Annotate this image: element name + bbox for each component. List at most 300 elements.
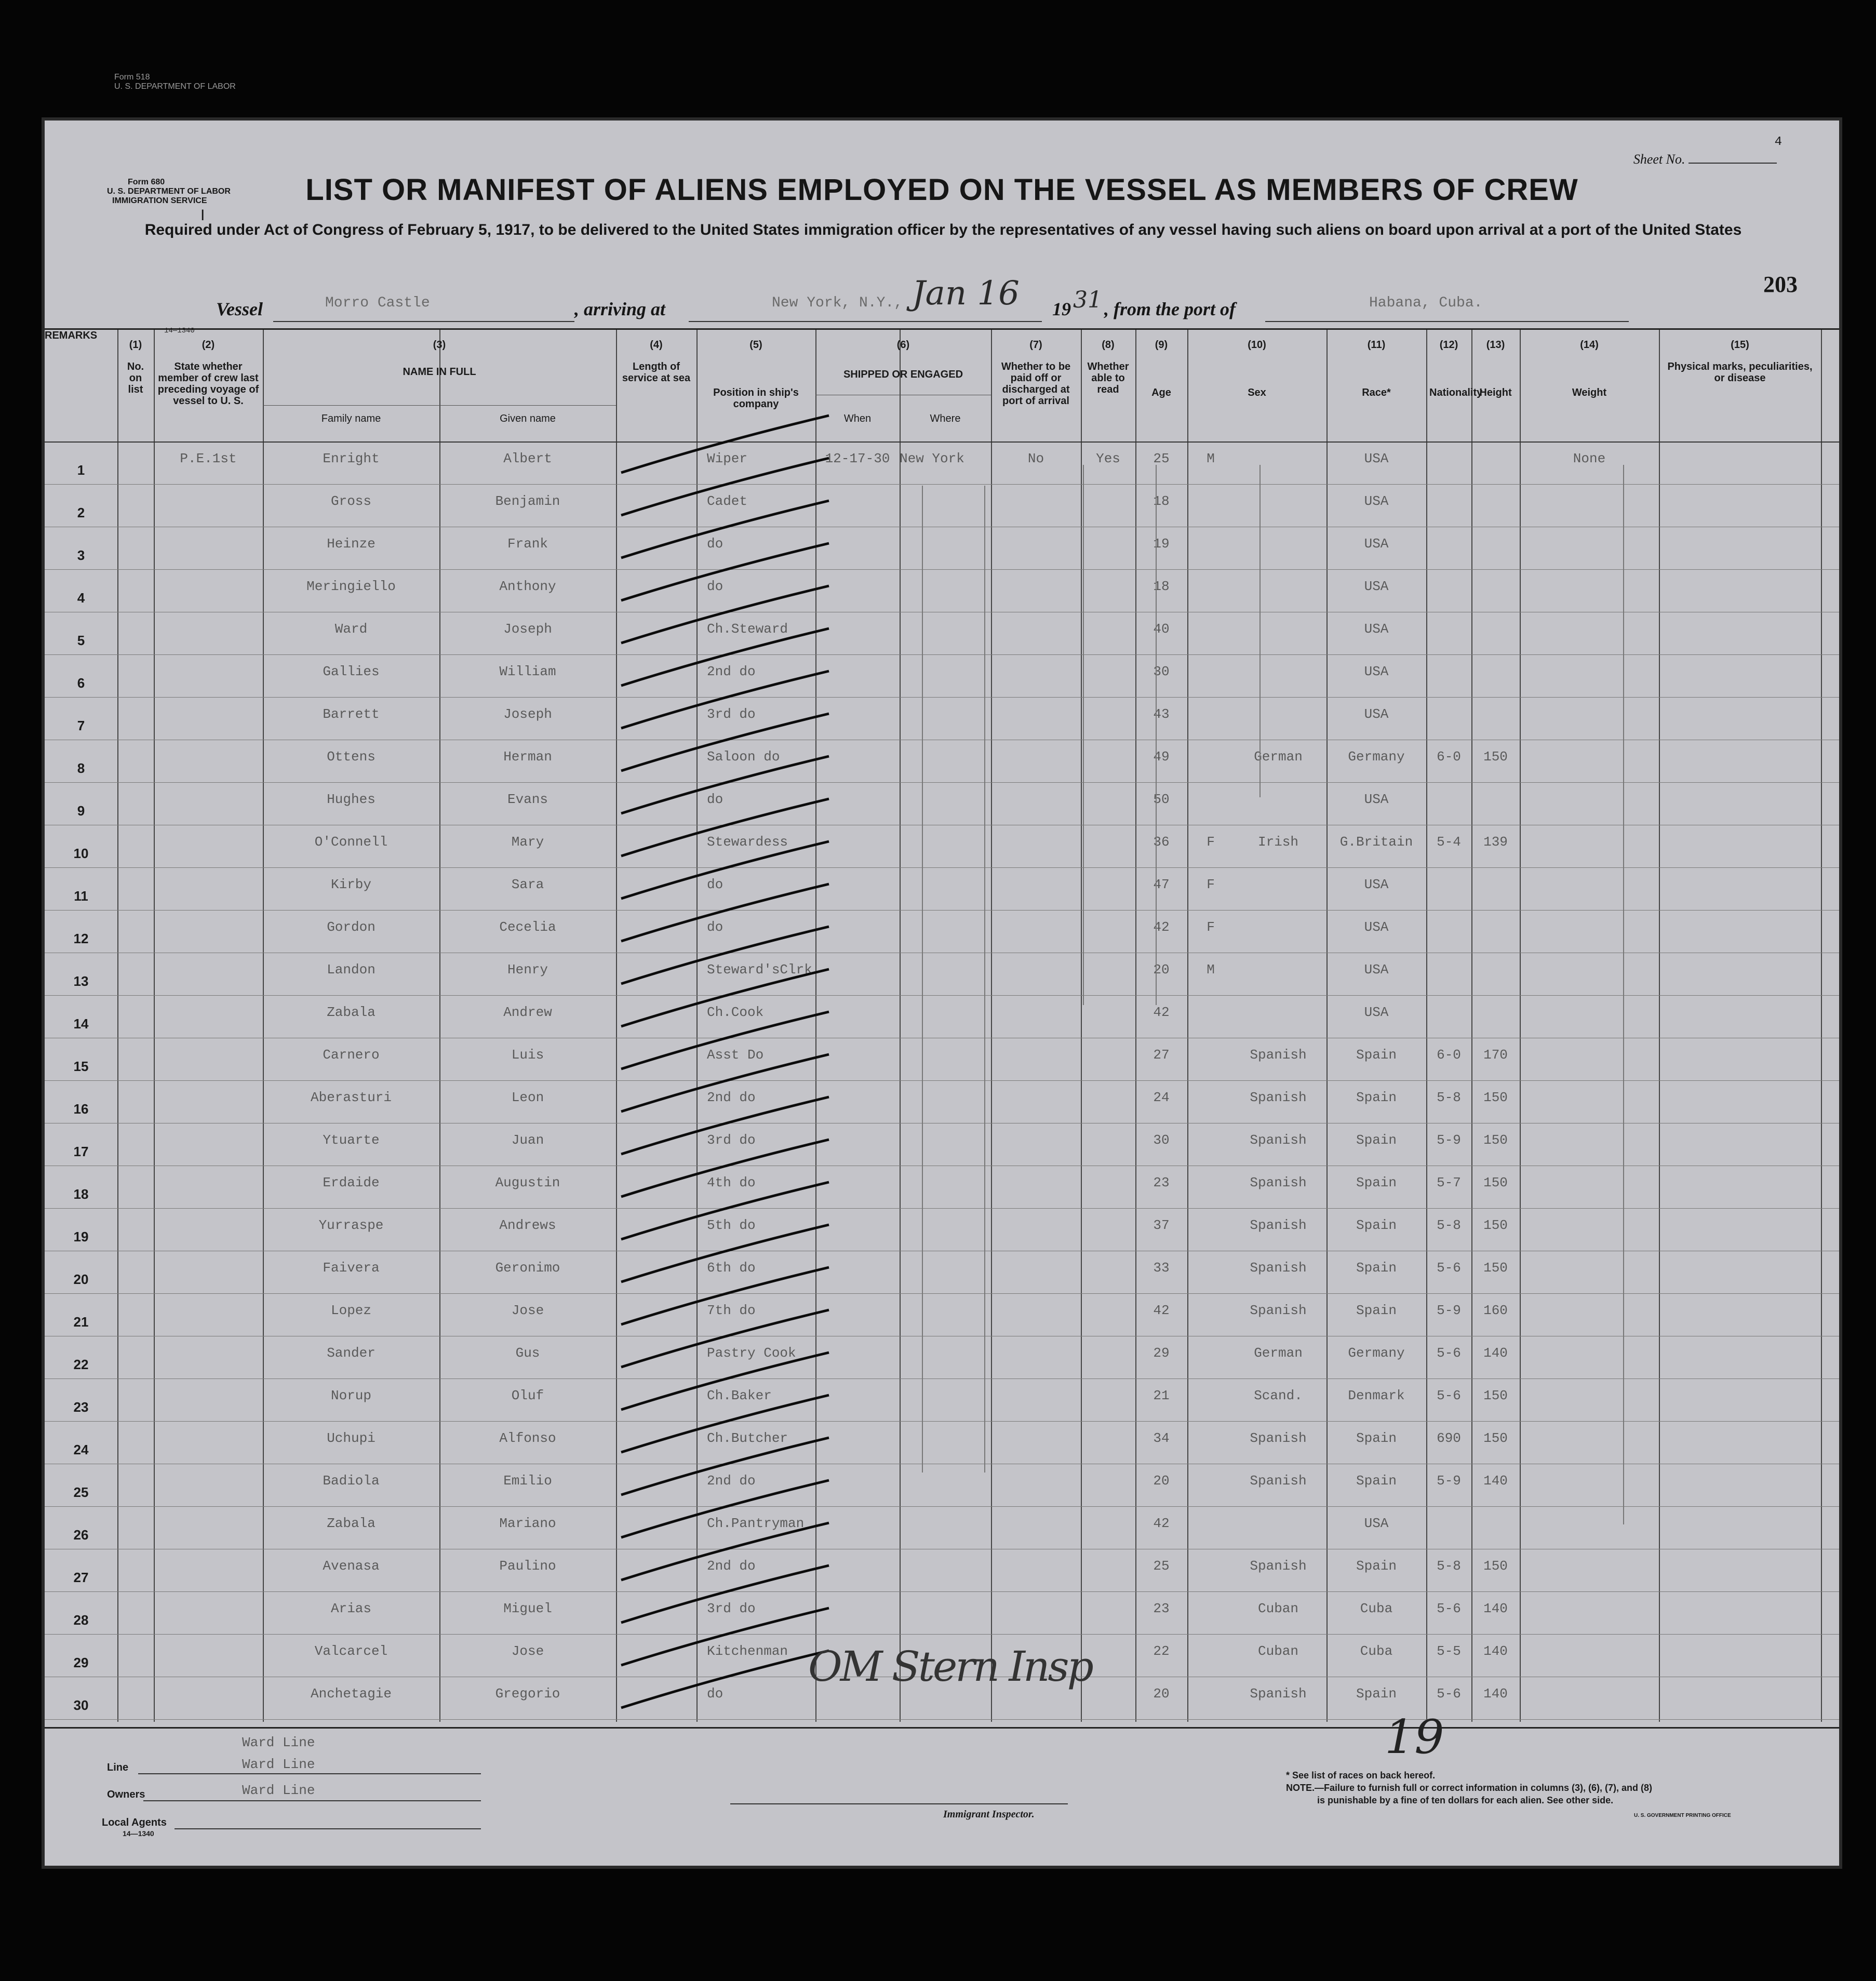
family-name: Ytuarte xyxy=(323,1132,380,1148)
position: Saloon do xyxy=(707,749,780,765)
family-name: Gordon xyxy=(327,919,376,935)
column-number: (8) xyxy=(1102,339,1115,351)
column-label: Weight xyxy=(1572,387,1607,398)
row-number: 18 xyxy=(73,1186,89,1202)
family-name: Landon xyxy=(327,962,376,978)
race: Spanish xyxy=(1250,1686,1307,1702)
row-number: 1 xyxy=(77,462,85,478)
nationality: USA xyxy=(1364,493,1389,509)
family-name: Aberasturi xyxy=(310,1090,392,1105)
page-subtitle: Required under Act of Congress of February 5, 1917, to be delivered to the United States immigration officer by the representatives of any vessel having such aliens on board upon arrival at a port of the United States xyxy=(144,221,1742,238)
family-name: Zabala xyxy=(327,1516,376,1531)
weight: 150 xyxy=(1483,1558,1508,1574)
footer-agents-label: Local Agents xyxy=(102,1817,167,1828)
weight: 150 xyxy=(1483,1388,1508,1403)
column-number: (9) xyxy=(1155,339,1168,351)
previous-voyage: P.E.1st xyxy=(180,451,237,466)
small-code: 14—1340 xyxy=(164,327,195,335)
nationality: Spain xyxy=(1356,1132,1397,1148)
race: Irish xyxy=(1257,834,1298,850)
arrival-year: 31 xyxy=(1073,287,1102,313)
position: 2nd do xyxy=(707,664,756,679)
column-label: Position in ship's company xyxy=(713,387,799,410)
position: 5th do xyxy=(707,1217,756,1233)
position: do xyxy=(707,792,723,807)
age: 29 xyxy=(1153,1345,1170,1361)
height: 690 xyxy=(1437,1430,1461,1446)
row-number: 24 xyxy=(73,1442,89,1457)
age: 42 xyxy=(1153,1005,1170,1020)
nationality: Spain xyxy=(1356,1686,1397,1702)
column-label: SHIPPED OR ENGAGED xyxy=(843,369,963,380)
nationality: Spain xyxy=(1356,1260,1397,1276)
given-name: Paulino xyxy=(499,1558,556,1574)
line-name: Ward Line xyxy=(242,1757,315,1772)
given-name: Mary xyxy=(511,834,544,850)
position: 4th do xyxy=(707,1175,756,1190)
family-name: Avenasa xyxy=(323,1558,380,1574)
column-label: REMARKS xyxy=(45,330,98,341)
family-name: Hughes xyxy=(327,792,376,807)
nationality: USA xyxy=(1364,919,1389,935)
weight: 150 xyxy=(1483,1430,1508,1446)
row-number: 14 xyxy=(73,1016,89,1032)
age: 49 xyxy=(1153,749,1170,765)
nationality: Spain xyxy=(1356,1430,1397,1446)
column-label: Nationality xyxy=(1429,387,1483,398)
column-subheading: When xyxy=(843,413,872,424)
position: do xyxy=(707,919,723,935)
height: 5-6 xyxy=(1437,1686,1461,1702)
position: 3rd do xyxy=(707,1132,756,1148)
height: 6-0 xyxy=(1437,749,1461,765)
able-to-read: Yes xyxy=(1096,451,1120,466)
nationality: G.Britain xyxy=(1339,834,1413,850)
race: Spanish xyxy=(1250,1303,1307,1318)
column-number: (14) xyxy=(1580,339,1599,351)
height: 5-8 xyxy=(1437,1217,1461,1233)
weight: 140 xyxy=(1483,1345,1508,1361)
family-name: Zabala xyxy=(327,1005,376,1020)
row-number: 20 xyxy=(73,1271,89,1287)
given-name: Luis xyxy=(511,1047,544,1063)
race: Spanish xyxy=(1250,1260,1307,1276)
row-number: 28 xyxy=(73,1612,89,1628)
column-label: Length of service at sea xyxy=(622,361,691,384)
weight: 150 xyxy=(1483,1217,1508,1233)
position: 6th do xyxy=(707,1260,756,1276)
height: 5-9 xyxy=(1437,1473,1461,1489)
column-number: (12) xyxy=(1439,339,1458,351)
nationality: USA xyxy=(1364,792,1389,807)
given-name: Joseph xyxy=(503,706,552,722)
given-name: Augustin xyxy=(495,1175,560,1190)
weight: 140 xyxy=(1483,1601,1508,1616)
height: 5-9 xyxy=(1437,1303,1461,1318)
given-name: Miguel xyxy=(503,1601,552,1616)
footnote-penalty-1: NOTE.—Failure to furnish full or correct information in columns (3), (6), (7), and (8) xyxy=(1286,1783,1653,1793)
sheet-number: 4 xyxy=(1774,135,1782,149)
age: 20 xyxy=(1153,962,1170,978)
given-name: Benjamin xyxy=(495,493,560,509)
height: 5-6 xyxy=(1437,1260,1461,1276)
given-name: Alfonso xyxy=(499,1430,556,1446)
height: 5-7 xyxy=(1437,1175,1461,1190)
age: 40 xyxy=(1153,621,1170,637)
column-label: Whether to be paid off or discharged at port of arrival xyxy=(1001,361,1071,407)
nationality: Spain xyxy=(1356,1217,1397,1233)
nationality: Spain xyxy=(1356,1473,1397,1489)
row-number: 10 xyxy=(73,846,89,861)
nationality: USA xyxy=(1364,621,1389,637)
position: Wiper xyxy=(707,451,748,466)
family-name: Uchupi xyxy=(327,1430,376,1446)
vessel-name: Morro Castle xyxy=(325,295,430,311)
row-number: 22 xyxy=(73,1357,89,1372)
age: 24 xyxy=(1153,1090,1170,1105)
given-name: Gus xyxy=(515,1345,540,1361)
age: 18 xyxy=(1153,579,1170,594)
sex: F xyxy=(1207,834,1215,850)
race: Cuban xyxy=(1257,1643,1298,1659)
row-number: 27 xyxy=(73,1570,89,1585)
given-name: Oluf xyxy=(511,1388,544,1403)
nationality: Spain xyxy=(1356,1558,1397,1574)
given-name: Mariano xyxy=(499,1516,556,1531)
footnote-races: * See list of races on back hereof. xyxy=(1286,1770,1436,1781)
position: 7th do xyxy=(707,1303,756,1318)
inspector-label: Immigrant Inspector. xyxy=(943,1809,1035,1820)
race: Scand. xyxy=(1254,1388,1303,1403)
weight: 139 xyxy=(1483,834,1508,850)
row-number: 6 xyxy=(77,675,85,691)
nationality: Germany xyxy=(1348,749,1405,765)
given-name: Frank xyxy=(507,536,548,552)
height: 5-8 xyxy=(1437,1558,1461,1574)
given-name: Juan xyxy=(511,1132,544,1148)
position: Steward'sClrk xyxy=(707,962,812,978)
row-number: 16 xyxy=(73,1101,89,1117)
given-name: Herman xyxy=(503,749,552,765)
age: 20 xyxy=(1153,1686,1170,1702)
age: 47 xyxy=(1153,877,1170,892)
column-label: Age xyxy=(1151,387,1171,398)
family-name: O'Connell xyxy=(314,834,388,850)
nationality: Spain xyxy=(1356,1303,1397,1318)
age: 30 xyxy=(1153,664,1170,679)
race: Spanish xyxy=(1250,1047,1307,1063)
race: Cuban xyxy=(1257,1601,1298,1616)
column-number: (13) xyxy=(1486,339,1505,351)
age: 42 xyxy=(1153,919,1170,935)
departure-port: Habana, Cuba. xyxy=(1369,295,1483,311)
age: 25 xyxy=(1153,1558,1170,1574)
handwritten-count: 19 xyxy=(1385,1710,1444,1764)
family-name: Sander xyxy=(327,1345,376,1361)
race: Spanish xyxy=(1250,1132,1307,1148)
line-top: Ward Line xyxy=(242,1735,315,1750)
age: 42 xyxy=(1153,1303,1170,1318)
arrival-date: Jan 16 xyxy=(912,274,1020,313)
family-name: Kirby xyxy=(330,877,371,892)
column-subheading: Where xyxy=(930,413,961,424)
nationality: USA xyxy=(1364,579,1389,594)
inspector-signature: OM Stern Insp xyxy=(808,1642,1092,1691)
column-label: No. on list xyxy=(127,361,144,395)
given-name: Andrew xyxy=(503,1005,552,1020)
column-number: (1) xyxy=(129,339,142,351)
age: 22 xyxy=(1153,1643,1170,1659)
race: Spanish xyxy=(1250,1430,1307,1446)
sex: F xyxy=(1207,877,1215,892)
paid-off: No xyxy=(1027,451,1044,466)
position: 3rd do xyxy=(707,1601,756,1616)
given-name: Cecelia xyxy=(499,919,556,935)
row-number: 19 xyxy=(73,1229,89,1244)
family-name: Faivera xyxy=(323,1260,380,1276)
race: Spanish xyxy=(1250,1473,1307,1489)
row-number: 21 xyxy=(73,1314,89,1330)
sex: F xyxy=(1207,919,1215,935)
weight: 150 xyxy=(1483,1260,1508,1276)
family-name: Badiola xyxy=(323,1473,380,1489)
manifest-sheet: Form 680 U. S. DEPARTMENT OF LABOR IMMIGRATION SERVICE I Sheet No. 4 LIST OR MANIFEST OF ALIENS EMPLOYED ON THE VESSEL AS MEMBERS OF CREW Required under Act of Congress of February 5, 1917, to be delivered to the United States immigration officer by the representatives of any vessel having such aliens on board upon arrival at a port of the United States 203 Vessel Morro Castle , arriving at New York, N.Y., Jan 16 19 31 , from the port of Habana, Cuba. 14—1340 (1) No. on list (2) State whether member of crew last preceding voyage of vessel to U. S. (3) NAME IN FULL (4) Length of service at sea (5) Position in ship's company (6) SHIPPED OR ENGAGED (7) Whether to be paid off or discharged at port of arrival (8) Whether able to read (9) Age (10) Sex (11) Race* (12) Nationality (13) Height (14) Weight (15) Physical marks, peculiarities, or disease REMARKS Family name Given name When Where 1 P.E.1st Enright Albert Wiper 12-17-30 New York No Yes 25 M USA None 2 Gross Benjamin Cadet 18 USA 3 Heinze Frank do 19 USA 4 Meringiello Anthony do 18 USA 5 Ward Joseph Ch.Steward 40 USA 6 Gallies William 2nd do 30 USA 7 Barrett Joseph 3rd do 43 USA 8 Ottens Herman Saloon do 49 German Germany 6-0 150 9 Hughes Evans do 50 USA 10 O'Connell Mary Stewardess 36 F Irish G.Britain 5-4 139 11 Kirby Sara do 47 F USA 12 Gordon Cecelia do 42 F USA 13 Landon Henry Steward'sClrk 20 M USA 14 Zabala Andrew Ch.Cook 42 USA 15 Carnero Luis Asst Do 27 Spanish Spain 6-0 170 16 Aberasturi Leon 2nd do 24 Spanish Spain 5-8 150 17 Ytuarte Juan 3rd do 30 Spanish Spain 5-9 150 18 Erdaide Augustin 4th do 23 Spanish Spain 5-7 150 19 Yurraspe Andrews 5th do 37 Spanish Spain 5-8 150 20 Faivera Geronimo 6th do 33 Spanish Spain 5-6 150 21 Lopez Jose 7th do 42 Spanish Spain 5-9 160 22 Sander Gus Pastry Cook 29 German Germany 5-6 140 23 Norup Oluf Ch.Baker 21 Scand. Denmark 5-6 150 24 Uchupi Alfonso Ch.Butcher 34 Spanish Spain 690 150 25 Badiola Emilio 2nd do 20 Spanish Spain 5-9 140 26 Zabala Mariano Ch.Pantryman 42 USA 27 Avenasa Paulino 2nd do 25 Spanish Spain 5-8 150 28 Arias Miguel 3rd do 23 Cuban Cuba 5-6 140 29 Valcarcel Jose Kitchenman 22 Cuban Cuba 5-5 140 30 Anchetagie Gregorio do 20 Spanish Spain 5-6 140 OM Stern Insp Line Owners Local Agents 14—1340 Ward Line Ward Line Ward Line Immigrant Inspector. 19 * See list of races on back hereof. NOTE.—Failure to furnish full or correct information in columns (3), (6), (7), and (8) is punishable by a fine of ten dollars for each alien. See other side. U. S. GOVERNMENT PRINTING OFFICE xyxy=(45,121,1839,1866)
shipped-where: New York xyxy=(900,451,964,466)
column-label: Sex xyxy=(1248,387,1266,398)
position: Ch.Cook xyxy=(707,1005,764,1020)
position: do xyxy=(707,579,723,594)
given-name: Andrews xyxy=(499,1217,556,1233)
position: Pastry Cook xyxy=(707,1345,796,1361)
given-name: Gregorio xyxy=(495,1686,560,1702)
form-number-block: Form 680 U. S. DEPARTMENT OF LABOR IMMIGRATION SERVICE I xyxy=(107,178,231,224)
race: Spanish xyxy=(1250,1090,1307,1105)
family-name: Gross xyxy=(330,493,371,509)
age: 21 xyxy=(1153,1388,1170,1403)
position: Stewardess xyxy=(707,834,788,850)
column-number: (11) xyxy=(1367,339,1386,351)
column-number: (2) xyxy=(202,339,215,351)
family-name: Barrett xyxy=(323,706,380,722)
nationality: Spain xyxy=(1356,1175,1397,1190)
position: Asst Do xyxy=(707,1047,764,1063)
race: Spanish xyxy=(1250,1558,1307,1574)
nationality: USA xyxy=(1364,877,1389,892)
weight: 150 xyxy=(1483,1090,1508,1105)
position: do xyxy=(707,536,723,552)
family-name: Norup xyxy=(330,1388,371,1403)
printer-imprint: U. S. GOVERNMENT PRINTING OFFICE xyxy=(1634,1813,1731,1818)
family-name: Enright xyxy=(323,451,380,466)
age: 33 xyxy=(1153,1260,1170,1276)
column-number: (15) xyxy=(1731,339,1749,351)
row-number: 17 xyxy=(73,1144,89,1159)
age: 23 xyxy=(1153,1175,1170,1190)
footer-line-label: Line xyxy=(107,1762,129,1773)
weight: 170 xyxy=(1483,1047,1508,1063)
family-name: Ward xyxy=(334,621,368,637)
column-number: (6) xyxy=(896,339,910,351)
weight: 150 xyxy=(1483,749,1508,765)
family-name: Erdaide xyxy=(323,1175,380,1190)
crew-table xyxy=(45,328,1839,1732)
nationality: USA xyxy=(1364,536,1389,552)
weight: 140 xyxy=(1483,1473,1508,1489)
weight: 150 xyxy=(1483,1132,1508,1148)
column-subheading: Given name xyxy=(500,413,556,424)
weight: 160 xyxy=(1483,1303,1508,1318)
given-name: William xyxy=(499,664,556,679)
height: 5-4 xyxy=(1437,834,1461,850)
position: 2nd do xyxy=(707,1473,756,1489)
family-name: Meringiello xyxy=(306,579,396,594)
given-name: Sara xyxy=(511,877,544,892)
row-number: 4 xyxy=(77,590,85,606)
footer-owners-label: Owners xyxy=(107,1789,145,1800)
row-number: 26 xyxy=(73,1527,89,1543)
sheet-number-label: Sheet No. xyxy=(1633,152,1777,167)
row-number: 11 xyxy=(74,888,88,904)
nationality: USA xyxy=(1364,962,1389,978)
nationality: USA xyxy=(1364,664,1389,679)
age: 25 xyxy=(1153,451,1170,466)
footnote-penalty-2: is punishable by a fine of ten dollars for each alien. See other side. xyxy=(1317,1795,1614,1805)
weight: 140 xyxy=(1483,1686,1508,1702)
column-subheading: Family name xyxy=(321,413,381,424)
age: 23 xyxy=(1153,1601,1170,1616)
page-number: 203 xyxy=(1763,272,1798,297)
footer-code: 14—1340 xyxy=(123,1829,154,1838)
height: 5-6 xyxy=(1437,1345,1461,1361)
race: Spanish xyxy=(1250,1175,1307,1190)
position: 2nd do xyxy=(707,1558,756,1574)
given-name: Leon xyxy=(511,1090,544,1105)
given-name: Evans xyxy=(507,792,548,807)
height: 6-0 xyxy=(1437,1047,1461,1063)
age: 20 xyxy=(1153,1473,1170,1489)
race: German xyxy=(1254,749,1303,765)
row-number: 9 xyxy=(77,803,85,819)
column-label: Physical marks, peculiarities, or disease xyxy=(1667,361,1813,384)
row-number: 29 xyxy=(73,1655,89,1670)
position: Ch.Steward xyxy=(707,621,788,637)
given-name: Emilio xyxy=(503,1473,552,1489)
height: 5-5 xyxy=(1437,1643,1461,1659)
row-number: 5 xyxy=(77,633,85,648)
column-number: (5) xyxy=(749,339,762,351)
column-number: (4) xyxy=(650,339,663,351)
height: 5-9 xyxy=(1437,1132,1461,1148)
nationality: USA xyxy=(1364,451,1389,466)
age: 30 xyxy=(1153,1132,1170,1148)
row-number: 8 xyxy=(77,760,85,776)
given-name: Anthony xyxy=(499,579,556,594)
shipped-when: 12-17-30 xyxy=(825,451,890,466)
position: Ch.Baker xyxy=(707,1388,772,1403)
family-name: Anchetagie xyxy=(310,1686,392,1702)
family-name: Arias xyxy=(330,1601,371,1616)
age: 36 xyxy=(1153,834,1170,850)
weight: 140 xyxy=(1483,1643,1508,1659)
row-number: 30 xyxy=(73,1697,89,1713)
nationality: Germany xyxy=(1348,1345,1405,1361)
nationality: Denmark xyxy=(1348,1388,1405,1403)
given-name: Albert xyxy=(503,451,552,466)
age: 37 xyxy=(1153,1217,1170,1233)
given-name: Jose xyxy=(511,1643,544,1659)
family-name: Lopez xyxy=(330,1303,371,1318)
position: Ch.Butcher xyxy=(707,1430,788,1446)
family-name: Gallies xyxy=(323,664,380,679)
height: 5-8 xyxy=(1437,1090,1461,1105)
nationality: Spain xyxy=(1356,1047,1397,1063)
nationality: USA xyxy=(1364,1005,1389,1020)
sex: M xyxy=(1207,451,1215,466)
column-number: (10) xyxy=(1248,339,1266,351)
column-label: NAME IN FULL xyxy=(403,366,476,378)
row-number: 12 xyxy=(73,931,89,946)
family-name: Ottens xyxy=(327,749,376,765)
physical-marks: None xyxy=(1573,451,1606,466)
position: do xyxy=(707,1686,723,1702)
race: Spanish xyxy=(1250,1217,1307,1233)
column-label: Height xyxy=(1479,387,1512,398)
row-number: 25 xyxy=(73,1484,89,1500)
nationality: USA xyxy=(1364,1516,1389,1531)
given-name: Geronimo xyxy=(495,1260,560,1276)
position: 3rd do xyxy=(707,706,756,722)
weight: 150 xyxy=(1483,1175,1508,1190)
nationality: Cuba xyxy=(1360,1601,1393,1616)
position: Cadet xyxy=(707,493,748,509)
family-name: Yurraspe xyxy=(318,1217,384,1233)
row-number: 13 xyxy=(73,973,89,989)
row-number: 23 xyxy=(73,1399,89,1415)
position: Kitchenman xyxy=(707,1643,788,1659)
age: 50 xyxy=(1153,792,1170,807)
height: 5-6 xyxy=(1437,1388,1461,1403)
row-number: 3 xyxy=(77,547,85,563)
position: 2nd do xyxy=(707,1090,756,1105)
sex: M xyxy=(1207,962,1215,978)
nationality: Spain xyxy=(1356,1090,1397,1105)
column-number: (3) xyxy=(433,339,446,351)
family-name: Heinze xyxy=(327,536,376,552)
row-number: 15 xyxy=(73,1059,89,1074)
age: 19 xyxy=(1153,536,1170,552)
given-name: Joseph xyxy=(503,621,552,637)
position: do xyxy=(707,877,723,892)
age: 43 xyxy=(1153,706,1170,722)
arrival-port: New York, N.Y., xyxy=(772,295,903,311)
age: 34 xyxy=(1153,1430,1170,1446)
column-label: Whether able to read xyxy=(1087,361,1129,395)
age: 27 xyxy=(1153,1047,1170,1063)
nationality: Cuba xyxy=(1360,1643,1393,1659)
underlying-form-label: Form 518 U. S. DEPARTMENT OF LABOR xyxy=(114,73,236,91)
position: Ch.Pantryman xyxy=(707,1516,805,1531)
owners-name: Ward Line xyxy=(242,1783,315,1798)
race: German xyxy=(1254,1345,1303,1361)
column-label: Race* xyxy=(1362,387,1391,398)
row-number: 7 xyxy=(77,718,85,733)
age: 18 xyxy=(1153,493,1170,509)
column-number: (7) xyxy=(1029,339,1042,351)
page-title: LIST OR MANIFEST OF ALIENS EMPLOYED ON THE VESSEL AS MEMBERS OF CREW xyxy=(305,173,1578,207)
age: 42 xyxy=(1153,1516,1170,1531)
row-number: 2 xyxy=(77,505,85,520)
family-name: Valcarcel xyxy=(314,1643,388,1659)
